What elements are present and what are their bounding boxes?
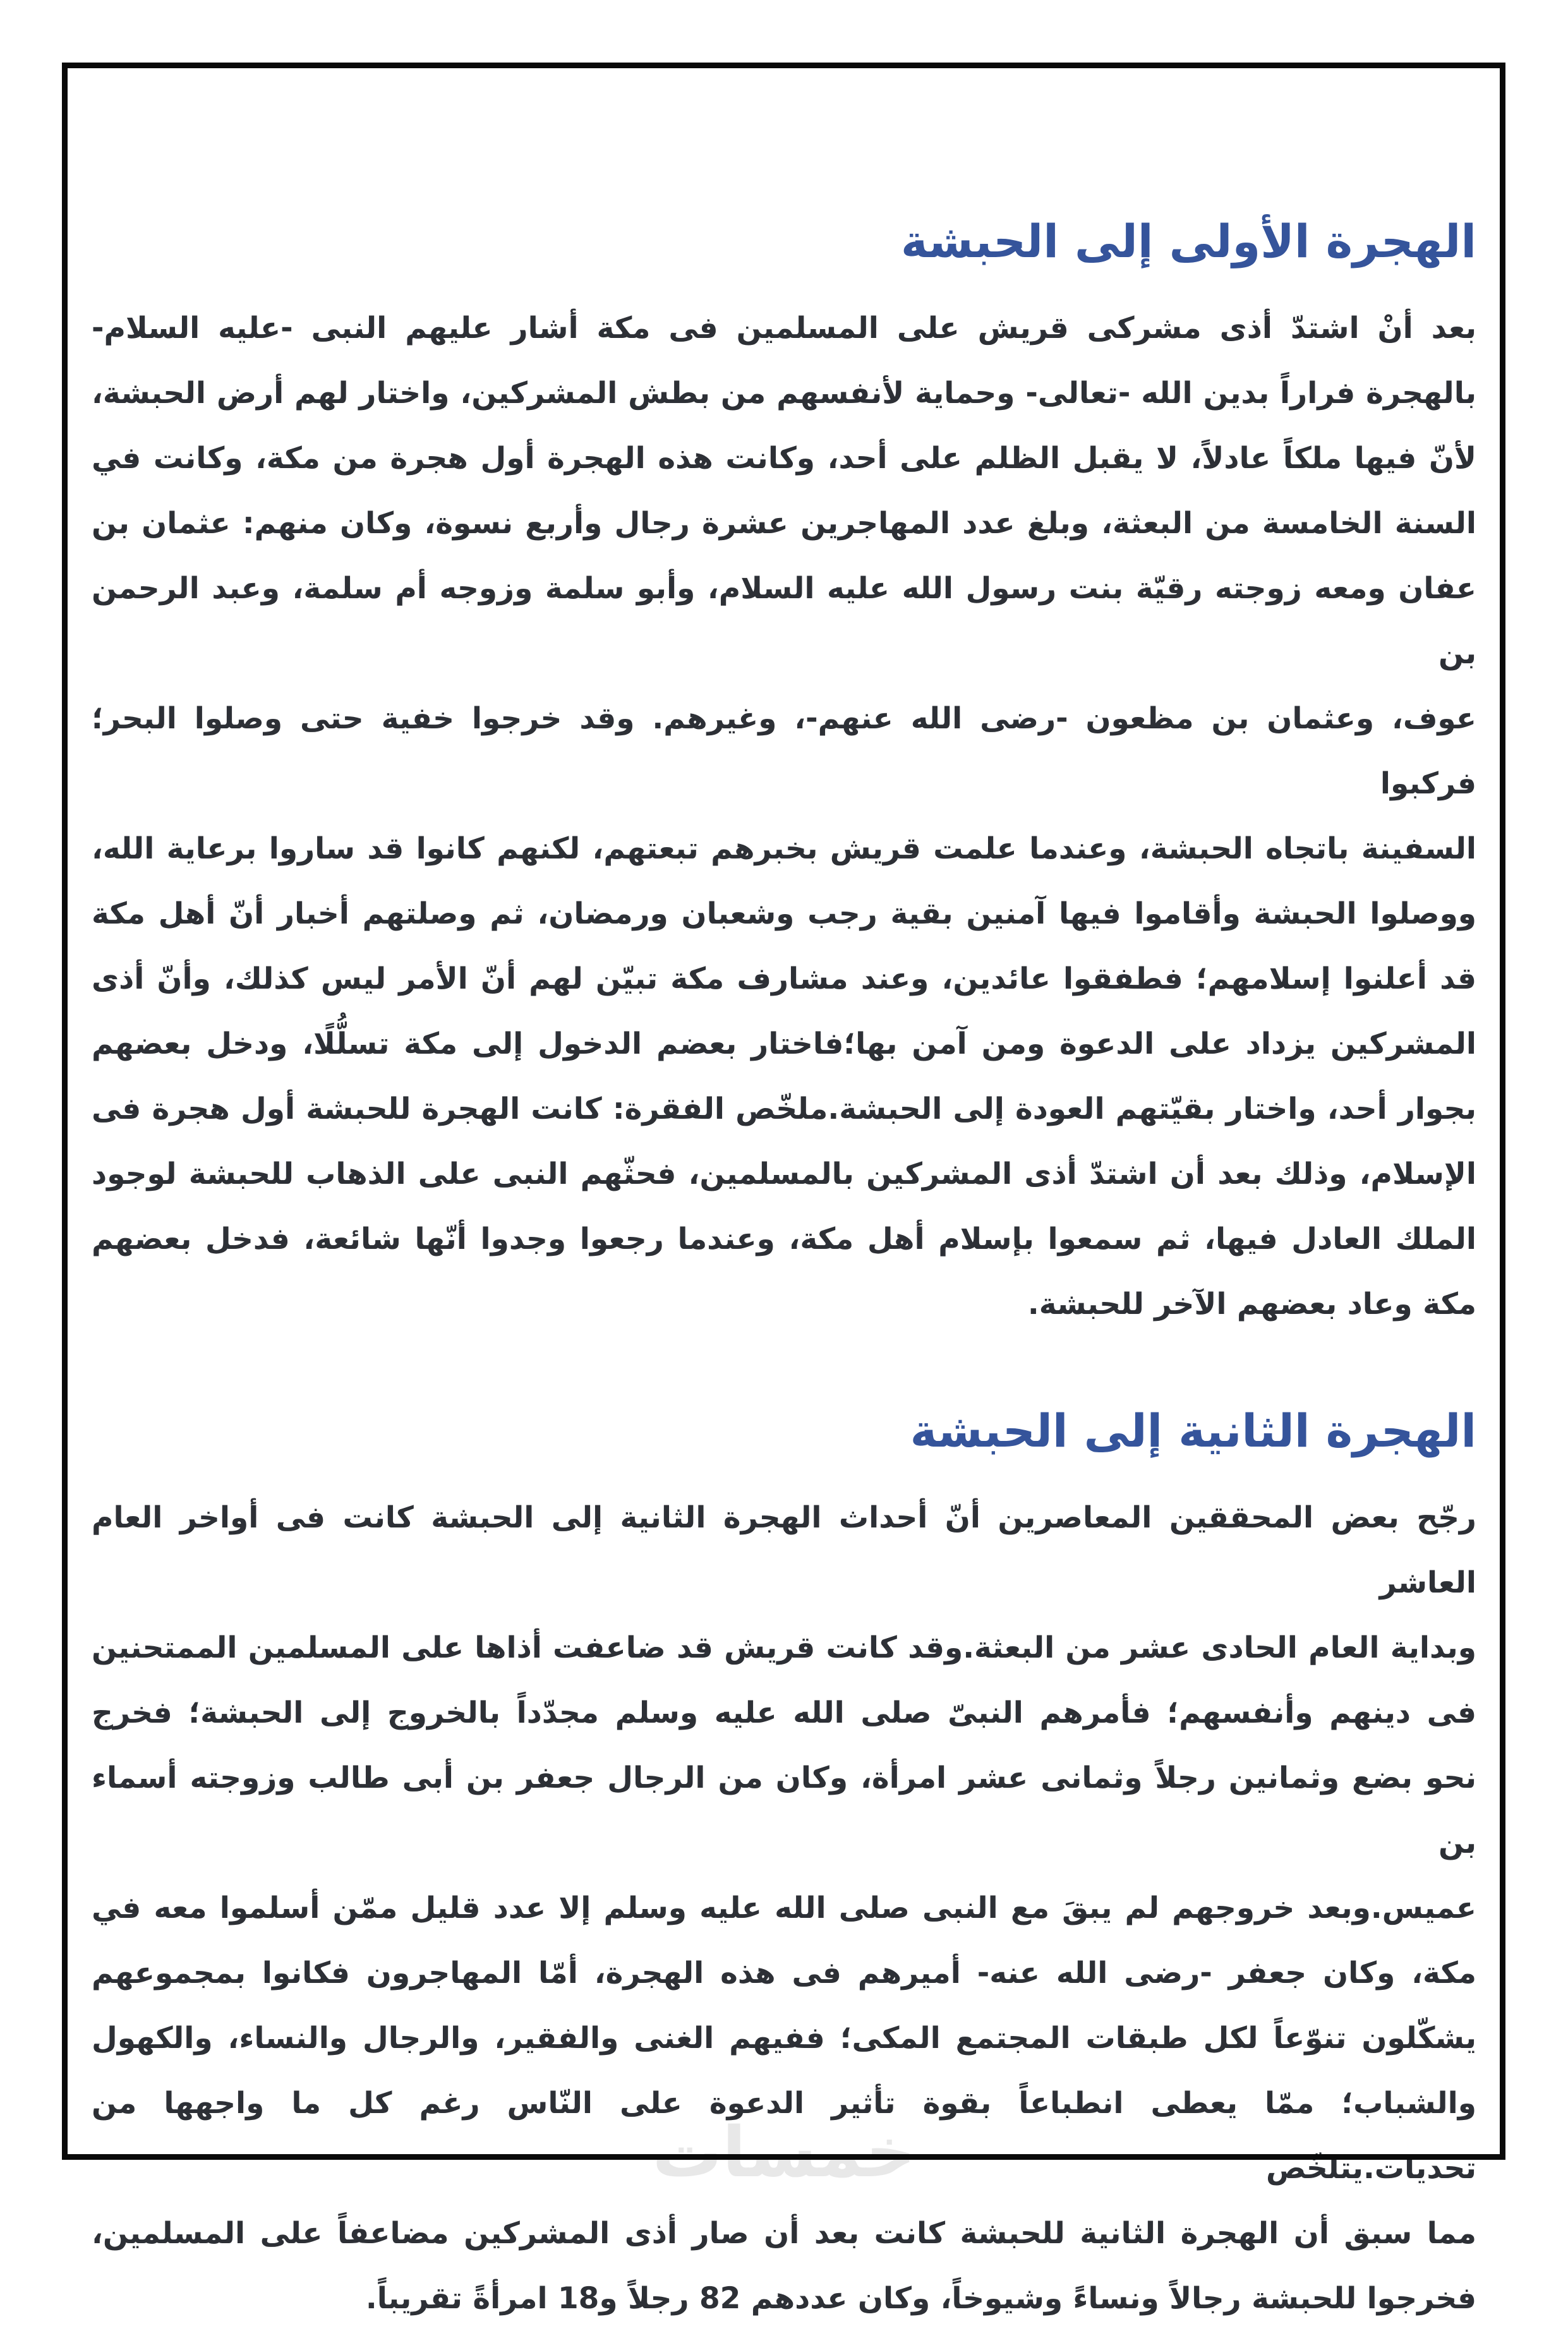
text-line: مكة، وكان جعفر -رضى الله عنه- أميرهم فى هذه الهجرة، أمّا المهاجرون فكانوا بمجموعهم xyxy=(92,1956,1476,1991)
text-line: رجّح بعض المحققين المعاصرين أنّ أحداث الهجرة الثانية إلى الحبشة كانت فى أواخر العام العاشر xyxy=(92,1500,1476,1600)
paragraph-second-migration xyxy=(92,1485,1476,2331)
text-line: السفينة باتجاه الحبشة، وعندما علمت قريش بخبرهم تبعتهم، لكنهم كانوا قد ساروا برعاية الله، xyxy=(92,831,1476,866)
text-line: بعد أنْ اشتدّ أذى مشركى قريش على المسلمين فى مكة أشار عليهم النبى -عليه السلام- xyxy=(92,311,1476,346)
text-line: ووصلوا الحبشة وأقاموا فيها آمنين بقية رجب وشعبان ورمضان، ثم وصلتهم أخبار أنّ أهل مكة xyxy=(92,896,1476,931)
heading-first-migration: الهجرة الأولى إلى الحبشة xyxy=(900,215,1476,268)
page-content xyxy=(92,68,1476,2331)
text-line: نحو بضع وثمانين رجلاً وثمانى عشر امرأة، وكان من الرجال جعفر بن أبى طالب وزوجته أسماء بن xyxy=(92,1761,1476,1860)
paragraph-first-migration xyxy=(92,296,1476,1337)
text-line: فى دينهم وأنفسهم؛ فأمرهم النبىّ صلى الله عليه وسلم مجدّداً بالخروج إلى الحبشة؛ فخرج xyxy=(92,1696,1476,1730)
text-line: بالهجرة فراراً بدين الله -تعالى- وحماية لأنفسهم من بطش المشركين، واختار لهم أرض الحبشة، xyxy=(92,376,1476,411)
text-line: عميس.وبعد خروجهم لم يبقَ مع النبى صلى الله عليه وسلم إلا عدد قليل ممّن أسلموا معه في xyxy=(92,1891,1476,1925)
text-line: المشركين يزداد على الدعوة ومن آمن بها؛فاختار بعضم الدخول إلى مكة تسلُّلًا، ودخل بعضهم xyxy=(92,1027,1476,1061)
text-line: قد أعلنوا إسلامهم؛ فطفقوا عائدين، وعند مشارف مكة تبيّن لهم أنّ الأمر ليس كذلك، وأنّ أذى xyxy=(92,961,1476,996)
text-line: فخرجوا للحبشة رجالاً ونساءً وشيوخاً، وكان عددهم 82 رجلاً و18 امرأةً تقريباً. xyxy=(365,2281,1476,2316)
text-line: عوف، وعثمان بن مظعون -رضى الله عنهم-، وغيرهم. وقد خرجوا خفية حتى وصلوا البحر؛ فركبوا xyxy=(92,701,1476,801)
text-line: السنة الخامسة من البعثة، وبلغ عدد المهاجرين عشرة رجال وأربع نسوة، وكان منهم: عثمان بن xyxy=(92,506,1476,541)
heading-second-migration: الهجرة الثانية إلى الحبشة xyxy=(910,1404,1476,1457)
text-line: الملك العادل فيها، ثم سمعوا بإسلام أهل مكة، وعندما رجعوا وجدوا أنّها شائعة، فدخل بعضهم xyxy=(92,1222,1476,1256)
text-line: مما سبق أن الهجرة الثانية للحبشة كانت بعد أن صار أذى المشركين مضاعفاً على المسلمين، xyxy=(92,2216,1476,2251)
text-line: لأنّ فيها ملكاً عادلاً، لا يقبل الظلم على أحد، وكانت هذه الهجرة أول هجرة من مكة، وكانت في xyxy=(92,441,1476,476)
text-line: الإسلام، وذلك بعد أن اشتدّ أذى المشركين بالمسلمين، فحثّهم النبى على الذهاب للحبشة لوجود xyxy=(92,1157,1476,1191)
text-line: يشكّلون تنوّعاً لكل طبقات المجتمع المكى؛ ففيهم الغنى والفقير، والرجال والنساء، والكهول xyxy=(92,2021,1476,2056)
watermark-khamsat: خمسات xyxy=(652,2112,916,2193)
text-line: بجوار أحد، واختار بقيّتهم العودة إلى الحبشة.ملخّص الفقرة: كانت الهجرة للحبشة أول هجرة فى xyxy=(92,1092,1476,1126)
text-line: مكة وعاد بعضهم الآخر للحبشة. xyxy=(1027,1287,1476,1322)
text-line: والشباب؛ ممّا يعطى انطباعاً بقوة تأثير الدعوة على النّاس رغم كل ما واجهها من تحديات.يتلخّص xyxy=(92,2086,1476,2186)
text-line: وبداية العام الحادى عشر من البعثة.وقد كانت قريش قد ضاعفت أذاها على المسلمين الممتحنين xyxy=(92,1630,1476,1665)
text-line: عفان ومعه زوجته رقيّة بنت رسول الله عليه السلام، وأبو سلمة وزوجه أم سلمة، وعبد الرحمن بن xyxy=(92,571,1476,671)
